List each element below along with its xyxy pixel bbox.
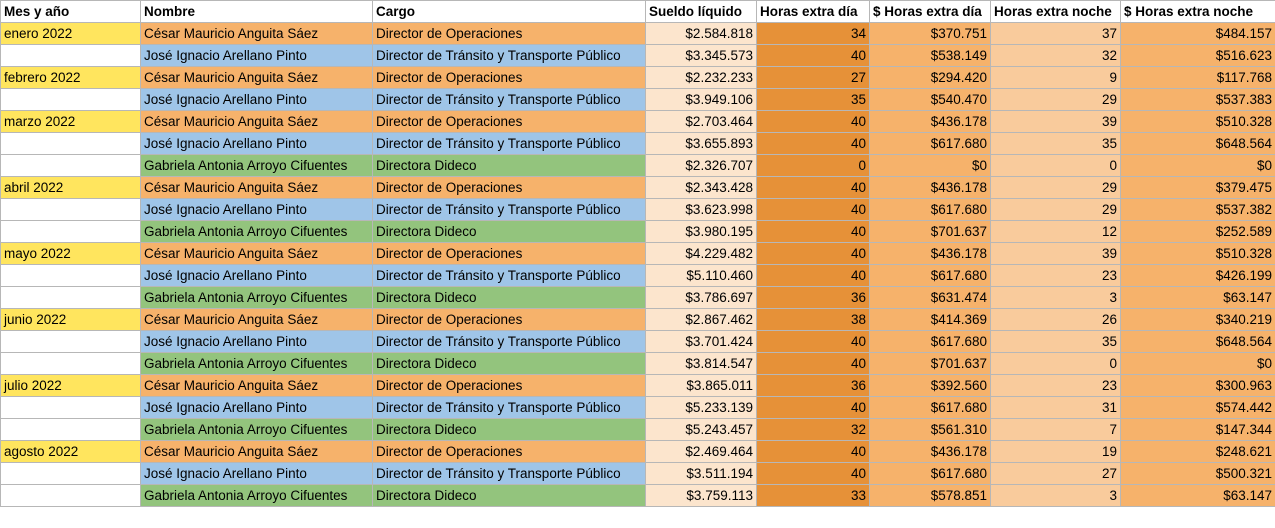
table-row xyxy=(1,199,1275,221)
header-monto-horas-extra-noche[interactable]: $ Horas extra noche xyxy=(1121,1,1275,23)
cell-monto-horas-extra-noche[interactable]: $248.621 xyxy=(1121,441,1275,463)
cell-cargo[interactable]: Director de Tránsito y Transporte Público xyxy=(373,397,646,419)
table-row xyxy=(1,331,1275,353)
cell-mes[interactable] xyxy=(1,199,141,221)
cell-mes[interactable] xyxy=(1,331,141,353)
cell-monto-horas-extra-dia[interactable]: $617.680 xyxy=(870,397,991,419)
cell-horas-extra-dia[interactable]: 40 xyxy=(757,45,870,67)
cell-mes[interactable]: marzo 2022 xyxy=(1,111,141,133)
header-sueldo[interactable]: Sueldo líquido xyxy=(646,1,757,23)
cell-horas-extra-dia[interactable]: 40 xyxy=(757,199,870,221)
cell-mes[interactable] xyxy=(1,485,141,507)
cell-horas-extra-noche[interactable]: 0 xyxy=(991,353,1121,375)
cell-nombre[interactable]: Gabriela Antonia Arroyo Cifuentes xyxy=(141,221,373,243)
cell-nombre[interactable]: José Ignacio Arellano Pinto xyxy=(141,331,373,353)
cell-sueldo[interactable]: $3.655.893 xyxy=(646,133,757,155)
cell-cargo[interactable]: Director de Tránsito y Transporte Público xyxy=(373,331,646,353)
cell-nombre[interactable]: José Ignacio Arellano Pinto xyxy=(141,89,373,111)
cell-mes[interactable] xyxy=(1,287,141,309)
cell-monto-horas-extra-dia[interactable]: $701.637 xyxy=(870,353,991,375)
cell-mes[interactable] xyxy=(1,397,141,419)
cell-monto-horas-extra-noche[interactable]: $63.147 xyxy=(1121,485,1275,507)
cell-sueldo[interactable]: $2.326.707 xyxy=(646,155,757,177)
header-horas-extra-noche[interactable]: Horas extra noche xyxy=(991,1,1121,23)
cell-monto-horas-extra-dia[interactable]: $617.680 xyxy=(870,199,991,221)
cell-monto-horas-extra-dia[interactable]: $617.680 xyxy=(870,265,991,287)
cell-sueldo[interactable]: $3.511.194 xyxy=(646,463,757,485)
cell-nombre[interactable]: Gabriela Antonia Arroyo Cifuentes xyxy=(141,353,373,375)
cell-cargo[interactable]: Directora Dideco xyxy=(373,221,646,243)
cell-monto-horas-extra-noche[interactable]: $574.442 xyxy=(1121,397,1275,419)
table-row xyxy=(1,287,1275,309)
cell-monto-horas-extra-noche[interactable]: $510.328 xyxy=(1121,243,1275,265)
cell-nombre[interactable]: César Mauricio Anguita Sáez xyxy=(141,375,373,397)
cell-cargo[interactable]: Director de Operaciones xyxy=(373,441,646,463)
cell-horas-extra-dia[interactable]: 38 xyxy=(757,309,870,331)
cell-monto-horas-extra-noche[interactable]: $510.328 xyxy=(1121,111,1275,133)
cell-cargo[interactable]: Director de Operaciones xyxy=(373,243,646,265)
cell-horas-extra-dia[interactable]: 35 xyxy=(757,89,870,111)
cell-monto-horas-extra-noche[interactable]: $379.475 xyxy=(1121,177,1275,199)
cell-mes[interactable]: enero 2022 xyxy=(1,23,141,45)
table-row xyxy=(1,375,1275,397)
cell-nombre[interactable]: Gabriela Antonia Arroyo Cifuentes xyxy=(141,287,373,309)
cell-sueldo[interactable]: $2.867.462 xyxy=(646,309,757,331)
cell-monto-horas-extra-dia[interactable]: $617.680 xyxy=(870,463,991,485)
cell-mes[interactable]: junio 2022 xyxy=(1,309,141,331)
cell-horas-extra-noche[interactable]: 29 xyxy=(991,177,1121,199)
cell-sueldo[interactable]: $3.980.195 xyxy=(646,221,757,243)
cell-monto-horas-extra-noche[interactable]: $300.963 xyxy=(1121,375,1275,397)
table-row xyxy=(1,243,1275,265)
cell-horas-extra-dia[interactable]: 40 xyxy=(757,111,870,133)
table-row xyxy=(1,485,1275,507)
cell-horas-extra-noche[interactable]: 23 xyxy=(991,375,1121,397)
cell-mes[interactable]: febrero 2022 xyxy=(1,67,141,89)
cell-monto-horas-extra-dia[interactable]: $617.680 xyxy=(870,331,991,353)
cell-monto-horas-extra-dia[interactable]: $701.637 xyxy=(870,221,991,243)
cell-monto-horas-extra-noche[interactable]: $147.344 xyxy=(1121,419,1275,441)
cell-horas-extra-dia[interactable]: 40 xyxy=(757,265,870,287)
cell-monto-horas-extra-noche[interactable]: $537.383 xyxy=(1121,89,1275,111)
cell-mes[interactable]: julio 2022 xyxy=(1,375,141,397)
cell-sueldo[interactable]: $2.343.428 xyxy=(646,177,757,199)
table-row xyxy=(1,89,1275,111)
table-row xyxy=(1,155,1275,177)
cell-nombre[interactable]: Gabriela Antonia Arroyo Cifuentes xyxy=(141,155,373,177)
cell-cargo[interactable]: Director de Tránsito y Transporte Público xyxy=(373,199,646,221)
cell-horas-extra-dia[interactable]: 27 xyxy=(757,67,870,89)
table-row xyxy=(1,67,1275,89)
cell-sueldo[interactable]: $5.243.457 xyxy=(646,419,757,441)
cell-horas-extra-dia[interactable]: 40 xyxy=(757,397,870,419)
header-horas-extra-dia[interactable]: Horas extra día xyxy=(757,1,870,23)
cell-horas-extra-noche[interactable]: 27 xyxy=(991,463,1121,485)
cell-horas-extra-dia[interactable]: 40 xyxy=(757,353,870,375)
cell-horas-extra-noche[interactable]: 23 xyxy=(991,265,1121,287)
cell-monto-horas-extra-dia[interactable]: $436.178 xyxy=(870,111,991,133)
cell-horas-extra-noche[interactable]: 35 xyxy=(991,331,1121,353)
cell-monto-horas-extra-dia[interactable]: $392.560 xyxy=(870,375,991,397)
cell-monto-horas-extra-noche[interactable]: $484.157 xyxy=(1121,23,1275,45)
cell-monto-horas-extra-noche[interactable]: $537.382 xyxy=(1121,199,1275,221)
cell-sueldo[interactable]: $3.786.697 xyxy=(646,287,757,309)
cell-monto-horas-extra-noche[interactable]: $0 xyxy=(1121,353,1275,375)
cell-sueldo[interactable]: $3.345.573 xyxy=(646,45,757,67)
cell-horas-extra-dia[interactable]: 40 xyxy=(757,177,870,199)
cell-mes[interactable] xyxy=(1,419,141,441)
table-row xyxy=(1,265,1275,287)
cell-horas-extra-noche[interactable]: 29 xyxy=(991,199,1121,221)
cell-mes[interactable] xyxy=(1,265,141,287)
cell-nombre[interactable]: Gabriela Antonia Arroyo Cifuentes xyxy=(141,485,373,507)
cell-horas-extra-noche[interactable]: 29 xyxy=(991,89,1121,111)
cell-nombre[interactable]: José Ignacio Arellano Pinto xyxy=(141,265,373,287)
cell-mes[interactable] xyxy=(1,463,141,485)
cell-mes[interactable]: abril 2022 xyxy=(1,177,141,199)
table-row xyxy=(1,353,1275,375)
cell-horas-extra-noche[interactable]: 35 xyxy=(991,133,1121,155)
cell-horas-extra-dia[interactable]: 40 xyxy=(757,243,870,265)
cell-sueldo[interactable]: $2.232.233 xyxy=(646,67,757,89)
cell-monto-horas-extra-dia[interactable]: $436.178 xyxy=(870,441,991,463)
cell-horas-extra-noche[interactable]: 39 xyxy=(991,111,1121,133)
cell-sueldo[interactable]: $2.584.818 xyxy=(646,23,757,45)
cell-monto-horas-extra-noche[interactable]: $340.219 xyxy=(1121,309,1275,331)
cell-cargo[interactable]: Directora Dideco xyxy=(373,485,646,507)
cell-sueldo[interactable]: $2.703.464 xyxy=(646,111,757,133)
cell-nombre[interactable]: José Ignacio Arellano Pinto xyxy=(141,397,373,419)
cell-horas-extra-noche[interactable]: 31 xyxy=(991,397,1121,419)
cell-cargo[interactable]: Director de Tránsito y Transporte Público xyxy=(373,463,646,485)
cell-nombre[interactable]: José Ignacio Arellano Pinto xyxy=(141,199,373,221)
cell-monto-horas-extra-dia[interactable]: $578.851 xyxy=(870,485,991,507)
cell-monto-horas-extra-dia[interactable]: $561.310 xyxy=(870,419,991,441)
cell-nombre[interactable]: José Ignacio Arellano Pinto xyxy=(141,45,373,67)
cell-cargo[interactable]: Director de Operaciones xyxy=(373,177,646,199)
cell-sueldo[interactable]: $3.623.998 xyxy=(646,199,757,221)
cell-monto-horas-extra-noche[interactable]: $0 xyxy=(1121,155,1275,177)
cell-horas-extra-noche[interactable]: 3 xyxy=(991,287,1121,309)
cell-horas-extra-dia[interactable]: 32 xyxy=(757,419,870,441)
cell-horas-extra-noche[interactable]: 7 xyxy=(991,419,1121,441)
table-body xyxy=(1,23,1275,507)
cell-sueldo[interactable]: $3.759.113 xyxy=(646,485,757,507)
cell-nombre[interactable]: César Mauricio Anguita Sáez xyxy=(141,111,373,133)
cell-horas-extra-noche[interactable]: 3 xyxy=(991,485,1121,507)
cell-monto-horas-extra-noche[interactable]: $516.623 xyxy=(1121,45,1275,67)
cell-monto-horas-extra-dia[interactable]: $631.474 xyxy=(870,287,991,309)
table-row xyxy=(1,111,1275,133)
cell-horas-extra-noche[interactable]: 26 xyxy=(991,309,1121,331)
cell-sueldo[interactable]: $5.110.460 xyxy=(646,265,757,287)
table-row xyxy=(1,23,1275,45)
table-row xyxy=(1,309,1275,331)
table-row xyxy=(1,441,1275,463)
cell-monto-horas-extra-noche[interactable]: $648.564 xyxy=(1121,133,1275,155)
cell-horas-extra-noche[interactable]: 19 xyxy=(991,441,1121,463)
cell-sueldo[interactable]: $2.469.464 xyxy=(646,441,757,463)
table-row xyxy=(1,45,1275,67)
cell-horas-extra-dia[interactable]: 36 xyxy=(757,375,870,397)
cell-nombre[interactable]: César Mauricio Anguita Sáez xyxy=(141,23,373,45)
cell-horas-extra-dia[interactable]: 40 xyxy=(757,221,870,243)
header-cargo[interactable]: Cargo xyxy=(373,1,646,23)
cell-horas-extra-noche[interactable]: 9 xyxy=(991,67,1121,89)
cell-nombre[interactable]: Gabriela Antonia Arroyo Cifuentes xyxy=(141,419,373,441)
cell-mes[interactable]: agosto 2022 xyxy=(1,441,141,463)
cell-monto-horas-extra-dia[interactable]: $0 xyxy=(870,155,991,177)
cell-monto-horas-extra-dia[interactable]: $538.149 xyxy=(870,45,991,67)
cell-cargo[interactable]: Director de Tránsito y Transporte Público xyxy=(373,133,646,155)
cell-horas-extra-dia[interactable]: 0 xyxy=(757,155,870,177)
cell-nombre[interactable]: César Mauricio Anguita Sáez xyxy=(141,177,373,199)
table-row xyxy=(1,133,1275,155)
cell-sueldo[interactable]: $3.814.547 xyxy=(646,353,757,375)
cell-nombre[interactable]: César Mauricio Anguita Sáez xyxy=(141,243,373,265)
cell-sueldo[interactable]: $3.701.424 xyxy=(646,331,757,353)
cell-mes[interactable] xyxy=(1,353,141,375)
cell-horas-extra-dia[interactable]: 40 xyxy=(757,441,870,463)
cell-monto-horas-extra-dia[interactable]: $414.369 xyxy=(870,309,991,331)
header-nombre[interactable]: Nombre xyxy=(141,1,373,23)
cell-sueldo[interactable]: $3.949.106 xyxy=(646,89,757,111)
cell-horas-extra-dia[interactable]: 36 xyxy=(757,287,870,309)
cell-cargo[interactable]: Director de Operaciones xyxy=(373,111,646,133)
cell-horas-extra-noche[interactable]: 37 xyxy=(991,23,1121,45)
cell-sueldo[interactable]: $4.229.482 xyxy=(646,243,757,265)
cell-horas-extra-dia[interactable]: 40 xyxy=(757,133,870,155)
table-row xyxy=(1,177,1275,199)
cell-cargo[interactable]: Directora Dideco xyxy=(373,287,646,309)
cell-horas-extra-dia[interactable]: 40 xyxy=(757,331,870,353)
header-mes[interactable]: Mes y año xyxy=(1,1,141,23)
cell-nombre[interactable]: César Mauricio Anguita Sáez xyxy=(141,309,373,331)
cell-mes[interactable]: mayo 2022 xyxy=(1,243,141,265)
table-row xyxy=(1,397,1275,419)
cell-nombre[interactable]: César Mauricio Anguita Sáez xyxy=(141,441,373,463)
cell-cargo[interactable]: Director de Tránsito y Transporte Público xyxy=(373,89,646,111)
cell-horas-extra-dia[interactable]: 40 xyxy=(757,463,870,485)
header-monto-horas-extra-dia[interactable]: $ Horas extra día xyxy=(870,1,991,23)
cell-mes[interactable] xyxy=(1,155,141,177)
cell-monto-horas-extra-dia[interactable]: $617.680 xyxy=(870,133,991,155)
cell-nombre[interactable]: José Ignacio Arellano Pinto xyxy=(141,463,373,485)
cell-monto-horas-extra-dia[interactable]: $294.420 xyxy=(870,67,991,89)
cell-monto-horas-extra-noche[interactable]: $63.147 xyxy=(1121,287,1275,309)
cell-monto-horas-extra-dia[interactable]: $540.470 xyxy=(870,89,991,111)
cell-horas-extra-dia[interactable]: 34 xyxy=(757,23,870,45)
cell-monto-horas-extra-noche[interactable]: $500.321 xyxy=(1121,463,1275,485)
cell-cargo[interactable]: Director de Operaciones xyxy=(373,375,646,397)
cell-cargo[interactable]: Director de Operaciones xyxy=(373,23,646,45)
cell-nombre[interactable]: José Ignacio Arellano Pinto xyxy=(141,133,373,155)
cell-horas-extra-noche[interactable]: 12 xyxy=(991,221,1121,243)
cell-cargo[interactable]: Director de Tránsito y Transporte Público xyxy=(373,265,646,287)
cell-horas-extra-noche[interactable]: 39 xyxy=(991,243,1121,265)
cell-mes[interactable] xyxy=(1,133,141,155)
cell-cargo[interactable]: Directora Dideco xyxy=(373,353,646,375)
cell-monto-horas-extra-dia[interactable]: $370.751 xyxy=(870,23,991,45)
cell-mes[interactable] xyxy=(1,221,141,243)
table-row xyxy=(1,463,1275,485)
cell-monto-horas-extra-dia[interactable]: $436.178 xyxy=(870,177,991,199)
cell-cargo[interactable]: Director de Tránsito y Transporte Público xyxy=(373,45,646,67)
cell-cargo[interactable]: Directora Dideco xyxy=(373,419,646,441)
cell-sueldo[interactable]: $5.233.139 xyxy=(646,397,757,419)
header-row xyxy=(1,1,1275,23)
cell-cargo[interactable]: Director de Operaciones xyxy=(373,309,646,331)
cell-sueldo[interactable]: $3.865.011 xyxy=(646,375,757,397)
cell-mes[interactable] xyxy=(1,89,141,111)
table-row xyxy=(1,419,1275,441)
cell-monto-horas-extra-dia[interactable]: $436.178 xyxy=(870,243,991,265)
cell-nombre[interactable]: César Mauricio Anguita Sáez xyxy=(141,67,373,89)
cell-mes[interactable] xyxy=(1,45,141,67)
cell-monto-horas-extra-noche[interactable]: $648.564 xyxy=(1121,331,1275,353)
cell-monto-horas-extra-noche[interactable]: $426.199 xyxy=(1121,265,1275,287)
table-row xyxy=(1,221,1275,243)
cell-horas-extra-dia[interactable]: 33 xyxy=(757,485,870,507)
cell-monto-horas-extra-noche[interactable]: $252.589 xyxy=(1121,221,1275,243)
cell-cargo[interactable]: Directora Dideco xyxy=(373,155,646,177)
cell-monto-horas-extra-noche[interactable]: $117.768 xyxy=(1121,67,1275,89)
cell-cargo[interactable]: Director de Operaciones xyxy=(373,67,646,89)
cell-horas-extra-noche[interactable]: 0 xyxy=(991,155,1121,177)
cell-horas-extra-noche[interactable]: 32 xyxy=(991,45,1121,67)
